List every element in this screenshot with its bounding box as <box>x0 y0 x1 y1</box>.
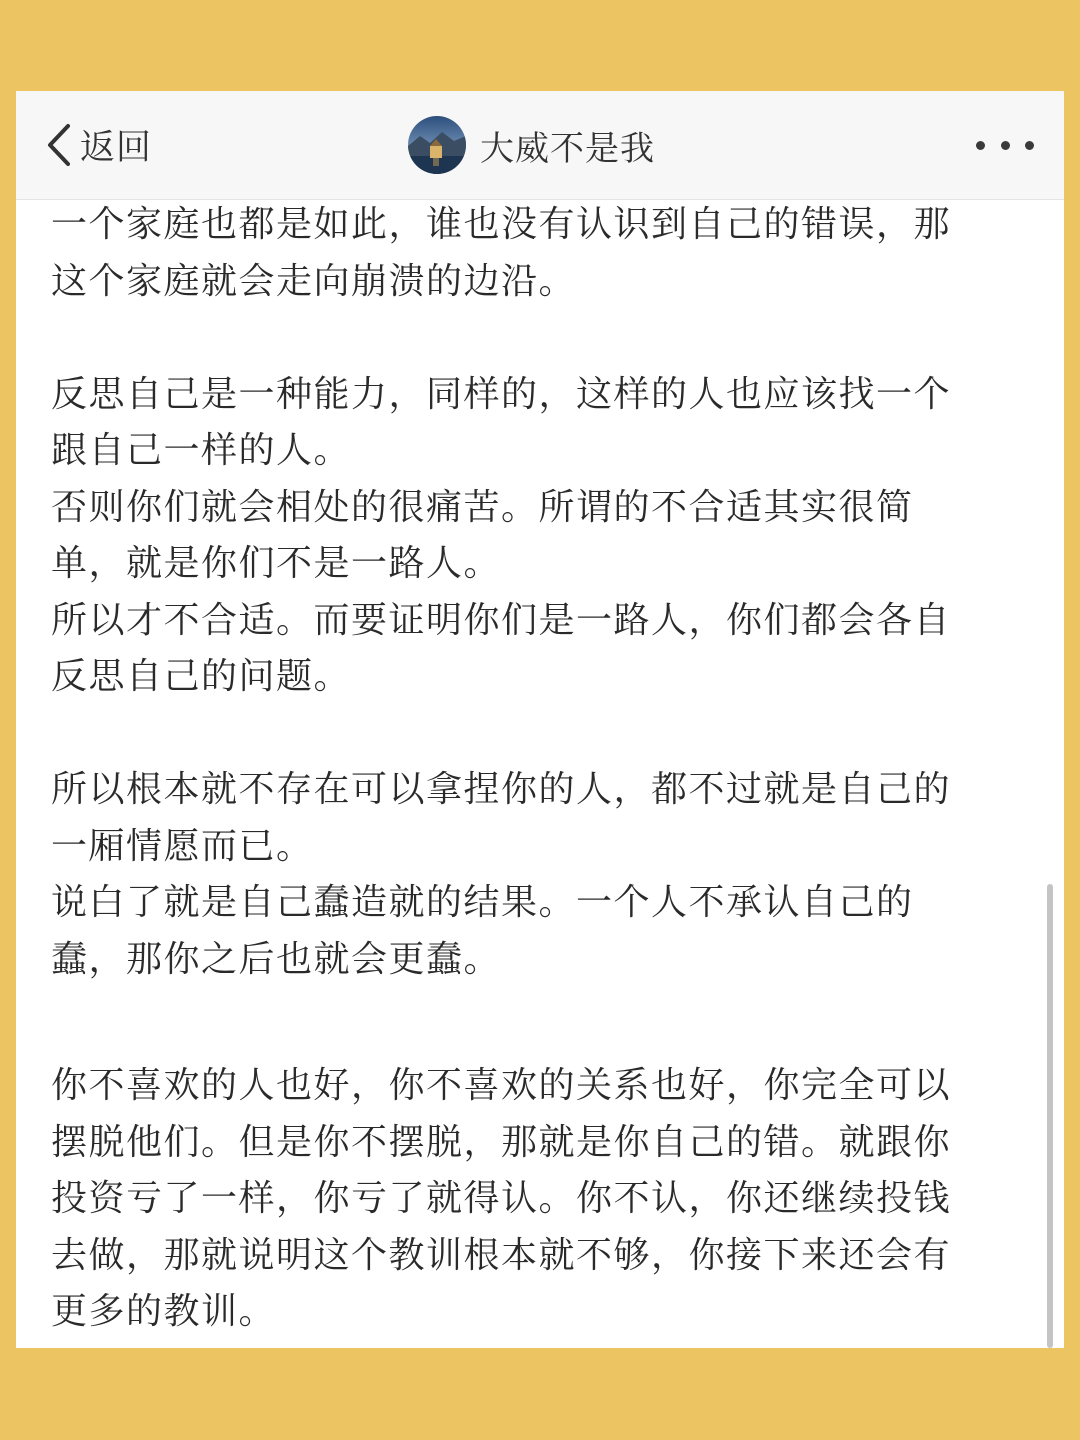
more-horizontal-icon <box>1001 141 1010 150</box>
paragraph-spacer <box>51 310 1013 367</box>
scrollbar[interactable] <box>1047 884 1053 1348</box>
more-horizontal-icon <box>976 141 985 150</box>
top-nav-bar <box>16 91 1064 200</box>
back-label[interactable]: 返回 <box>80 128 153 168</box>
post-body <box>51 197 1013 1341</box>
text-line: 跟自己一样的人。 <box>51 430 352 471</box>
text-line: 更多的教训。 <box>51 1291 277 1332</box>
author-info[interactable] <box>408 115 655 175</box>
text-line: 投资亏了一样，你亏了就得认。你不认，你还继续投钱 <box>51 1178 952 1219</box>
text-line: 所以才不合适。而要证明你们是一路人，你们都会各自 <box>51 599 952 641</box>
author-name[interactable]: 大威不是我 <box>480 128 655 169</box>
text-line: 你不喜欢的人也好，你不喜欢的关系也好，你完全可以 <box>51 1065 952 1106</box>
post-card <box>16 91 1064 1348</box>
paragraph-spacer <box>51 988 1013 1058</box>
paragraph <box>51 762 1013 988</box>
text-line: 反思自己的问题。 <box>51 656 352 697</box>
back-button[interactable] <box>44 119 152 171</box>
text-line: 这个家庭就会走向崩溃的边沿。 <box>51 260 577 302</box>
text-line: 摆脱他们。但是你不摆脱，那就是你自己的错。就跟你 <box>51 1121 952 1163</box>
text-line: 蠢，那你之后也就会更蠢。 <box>51 938 502 980</box>
text-line: 否则你们就会相处的很痛苦。所谓的不合适其实很简 <box>51 486 914 528</box>
paragraph <box>51 197 1013 310</box>
text-line: 所以根本就不存在可以拿捏你的人，都不过就是自己的 <box>51 769 952 810</box>
text-line: 说白了就是自己蠢造就的结果。一个人不承认自己的 <box>51 882 914 923</box>
paragraph <box>51 367 1013 706</box>
text-line: 一厢情愿而已。 <box>51 825 314 867</box>
paragraph <box>51 1058 1013 1341</box>
text-line: 一个家庭也都是如此，谁也没有认识到自己的错误，那 <box>51 204 952 245</box>
avatar[interactable] <box>408 116 466 174</box>
more-options-button[interactable] <box>976 131 1034 159</box>
text-line: 反思自己是一种能力，同样的，这样的人也应该找一个 <box>51 373 952 415</box>
paragraph-spacer <box>51 706 1013 763</box>
more-horizontal-icon <box>1025 141 1034 150</box>
chevron-left-icon[interactable] <box>44 122 74 168</box>
text-line: 去做，那就说明这个教训根本就不够，你接下来还会有 <box>51 1234 952 1276</box>
text-line: 单，就是你们不是一路人。 <box>51 543 502 584</box>
